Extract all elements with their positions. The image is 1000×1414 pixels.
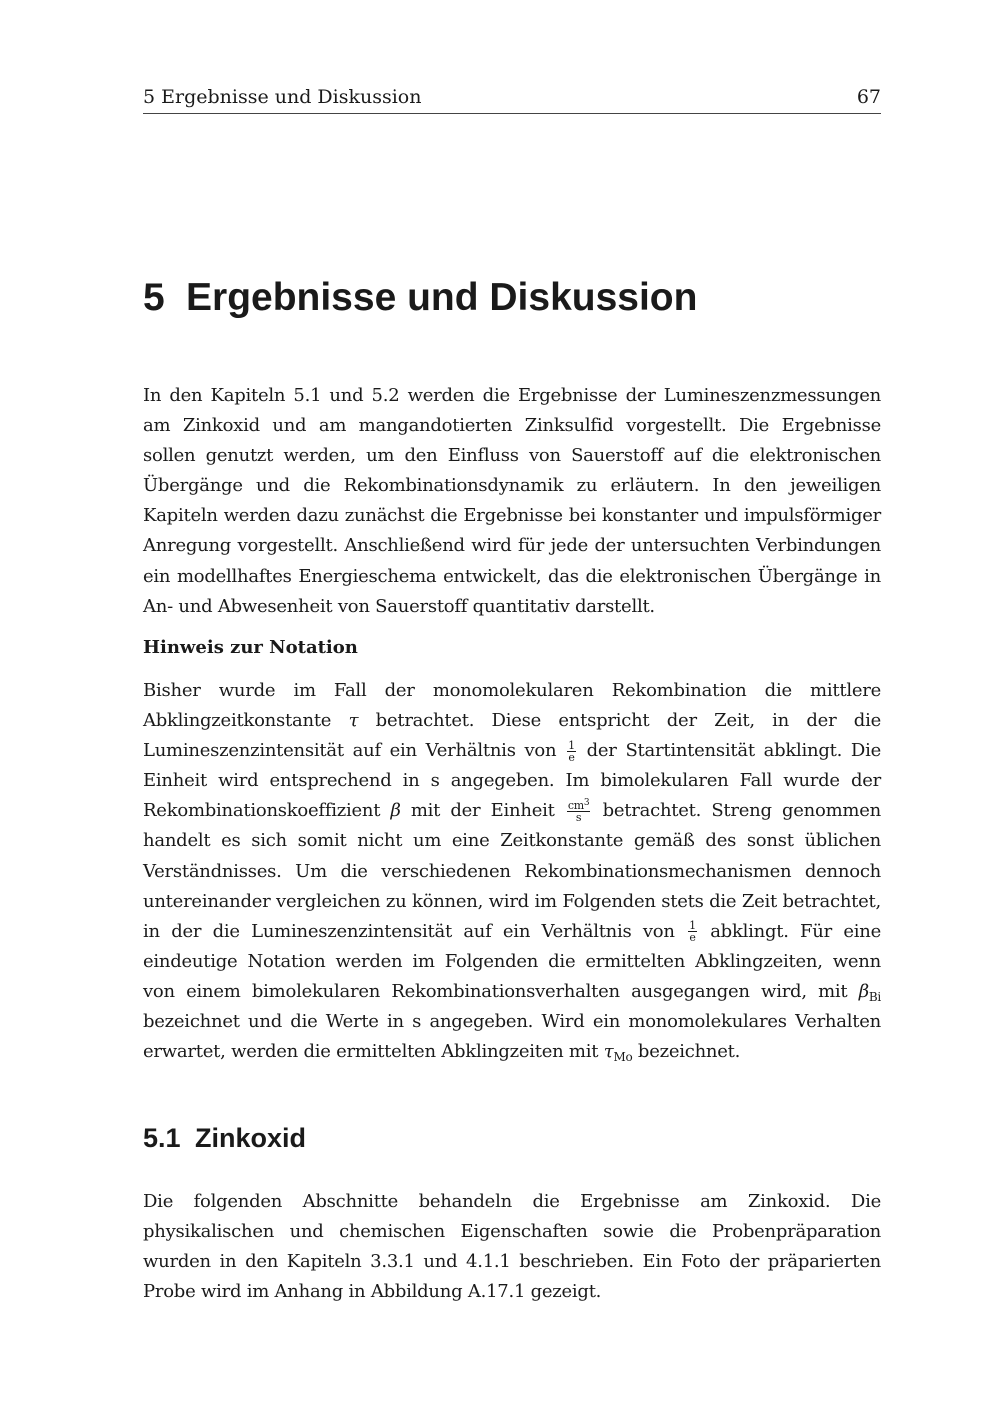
section-heading (143, 1120, 881, 1156)
notation-text-1: Bisher wurde im Fall der monomolekularen Rekombination die mittlere Abklingzeitkonstante (143, 680, 881, 732)
fraction-numerator: 1 (689, 919, 696, 933)
zinc-paragraph: Die folgenden Abschnitte behandeln die Ergebnisse am Zinkoxid. Die physikalischen und chemischen Eigenschaften sowie die Probenpräparation wurden in den Kapiteln 3.3.1 und 4.1.1 beschrieben. Ein Foto der präparierten Probe wird im Anhang in Abbildung A.17.1 gezeigt. (143, 1191, 881, 1303)
chapter-title: Ergebnisse und Diskussion (186, 276, 698, 319)
fraction-numerator: 1 (568, 738, 575, 752)
tau-symbol: τ (348, 710, 359, 732)
intro-paragraph: In den Kapiteln 5.1 und 5.2 werden die Ergebnisse der Lumineszenzmessungen am Zinkoxid und am mangandotierten Zinksulfid vorgestellt. Die Ergebnisse sollen genutzt werden, um den Einfluss von Sauerstoff auf die elektronischen Übergänge und die Rekombinationsdynamik zu erläutern. In den jeweiligen Kapiteln werden dazu zunächst die Ergebnisse bei konstanter und impulsförmiger Anregung vorgestellt. Anschließend wird für jede der untersuchten Verbindungen ein modellhaftes Energieschema entwickelt, das die elektronischen Übergänge in An- und Abwesenheit von Sauerstoff quantitativ darstellt. (143, 385, 881, 617)
unit-cm: cm (567, 798, 584, 812)
notation-text-3: der Startintensität abklingt. Die Einheit wird entsprechend in s angegeben. Im bimolekularen Fall wurde der Rekombinationskoeffizient (143, 740, 881, 822)
chapter-heading (143, 274, 881, 322)
fraction-one-over-e-2 (688, 920, 697, 943)
notation-text-5: betrachtet. Streng genommen handelt es sich somit nicht um eine Zeitkonstante gemäß des sonst üblichen Verständnisses. Um die verschiedenen Rekombinationsmechanismen dennoch untereinander vergleichen zu können, wird im Folgenden stets die Zeit betrachtet, in der die Lumineszenzintensität auf ein Verhältnis von (143, 800, 881, 942)
beta-bi-symbol: β (858, 980, 869, 1002)
fraction-denominator: e (689, 931, 696, 945)
tau-mo-subscript: Mo (613, 1050, 633, 1065)
section-title: Zinkoxid (195, 1123, 307, 1153)
chapter-number: 5 (143, 276, 165, 319)
running-header-title: 5 Ergebnisse und Diskussion (143, 86, 422, 108)
fraction-denominator: e (568, 750, 575, 764)
page-number: 67 (856, 86, 881, 108)
running-header (143, 84, 881, 114)
notation-paragraph (143, 676, 881, 1067)
notation-paragraph-title: Hinweis zur Notation (143, 637, 358, 658)
fraction-one-over-e (567, 740, 576, 763)
unit-exponent: 3 (583, 797, 590, 808)
fraction-denominator: s (575, 810, 582, 824)
section-number: 5.1 (143, 1123, 181, 1153)
fraction-cm3-per-s (567, 797, 591, 824)
notation-text-6: abklingt. Für eine eindeutige Notation werden im Folgenden die ermittelten Abklingzeiten, wenn von einem bimolekularen Rekombinationsverhalten ausgegangen wird, mit (143, 920, 881, 1002)
beta-symbol: β (390, 800, 401, 822)
beta-bi-subscript: Bi (868, 989, 881, 1004)
tau-mo-symbol: τ (603, 1041, 614, 1063)
notation-text-2: betrachtet. Diese entspricht der Zeit, in der die Lumineszenzintensität auf ein Verhältnis von (143, 710, 881, 762)
notation-text-8: bezeichnet. (632, 1041, 741, 1063)
notation-text-4: mit der Einheit (400, 800, 565, 822)
notation-text-7: bezeichnet und die Werte in s angegeben. Wird ein monomolekulares Verhalten erwartet, werden die ermittelten Abklingzeiten mit (143, 1011, 881, 1063)
